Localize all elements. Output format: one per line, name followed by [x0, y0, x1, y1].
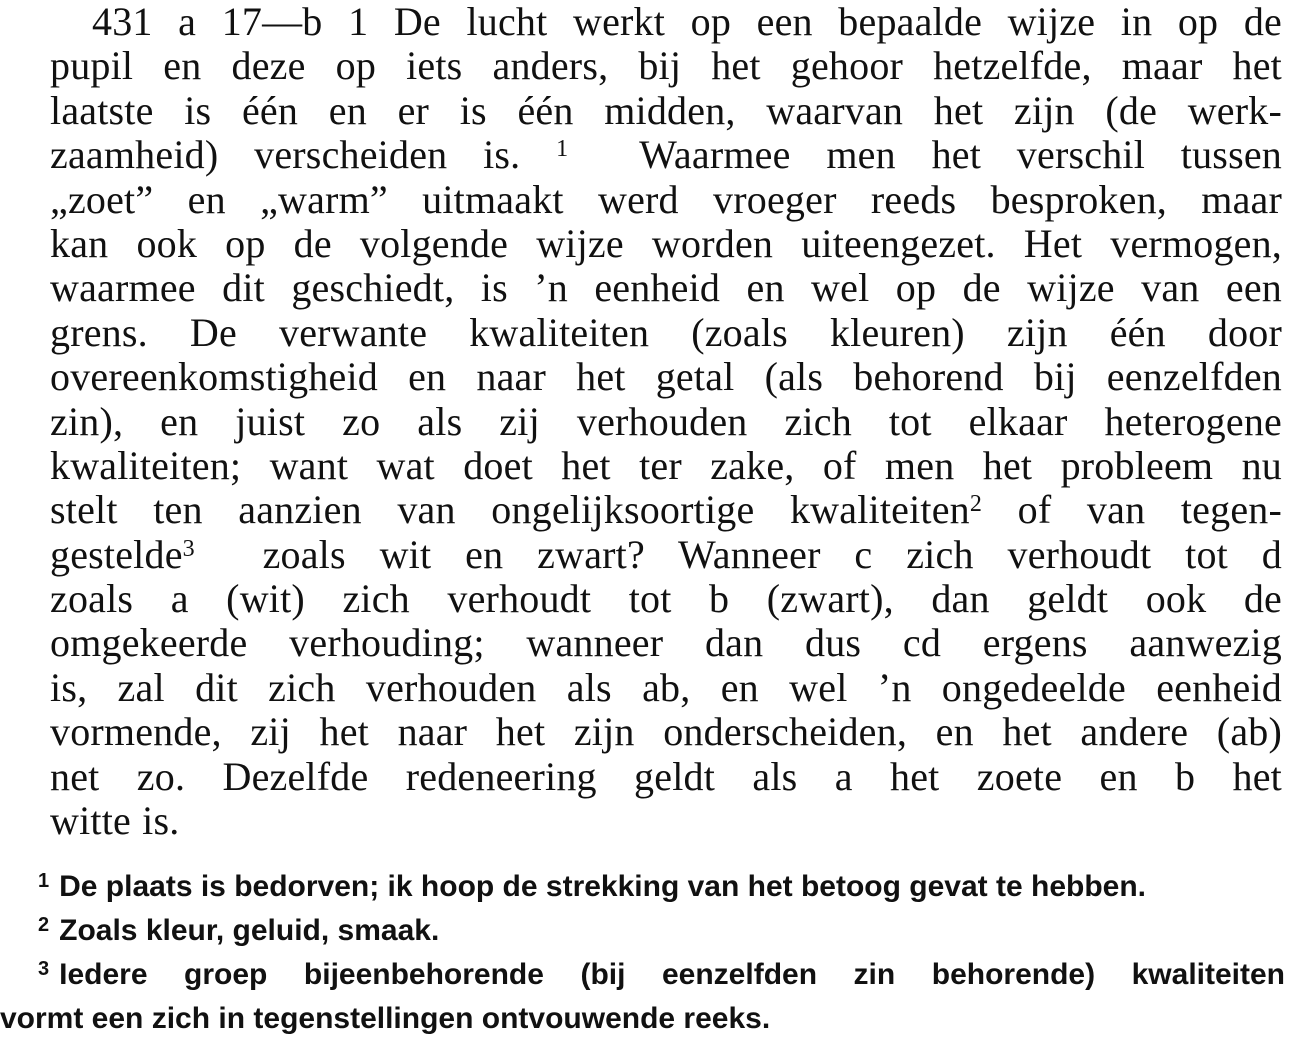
text-line: kwaliteiten; want wat doet het ter zake, of men het probleem nu: [50, 443, 1282, 488]
text-segment: gestelde: [50, 532, 183, 577]
footnote-number: 1: [38, 870, 50, 892]
footnote-text: De plaats is bedorven; ik hoop de strekking van het betoog gevat te hebben.: [59, 870, 1147, 903]
text-line: omgekeerde verhouding; wanneer dan dus cd ergens aanwezig: [50, 621, 1282, 666]
text-segment: Waarmee men het verschil tussen: [639, 133, 1282, 178]
text-line: zin), en juist zo als zij verhouden zich tot elkaar heterogene: [50, 399, 1282, 444]
footnote-text: Zoals kleur, geluid, smaak.: [59, 914, 440, 947]
text-line: waarmee dit geschiedt, is ’n eenheid en wel op de wijze van een: [50, 266, 1282, 311]
footnote-1: [0, 865, 1285, 909]
text-line: „zoet” en „warm” uitmaakt werd vroeger reeds besproken, maar: [50, 177, 1282, 222]
text-line: [50, 133, 1282, 177]
main-text-block: [50, 0, 1282, 843]
text-line: grens. De verwante kwaliteiten (zoals kleuren) zijn één door: [50, 310, 1282, 355]
text-line: kan ook op de volgende wijze worden uiteengezet. Het vermogen,: [50, 221, 1282, 266]
text-line: laatste is één en er is één midden, waarvan het zijn (de werk-: [50, 88, 1282, 133]
text-line: net zo. Dezelfde redeneering geldt als a het zoete en b het: [50, 754, 1282, 799]
text-line: pupil en deze op iets anders, bij het gehoor hetzelfde, maar het: [50, 44, 1282, 89]
text-segment: stelt ten aanzien van ongelijksoortige kwaliteiten: [50, 488, 970, 533]
text-segment: zaamheid) verscheiden is.: [50, 133, 521, 178]
footnote-ref-1: 1: [556, 136, 569, 163]
footnote-3: [0, 953, 1285, 997]
footnote-ref-2: 2: [969, 491, 983, 518]
text-line: 431 a 17—b 1 De lucht werkt op een bepaalde wijze in op de: [92, 0, 1282, 44]
text-line: is, zal dit zich verhouden als ab, en wel ’n ongedeelde eenheid: [50, 665, 1282, 710]
text-line: overeenkomstigheid en naar het getal (als behorend bij eenzelfden: [50, 355, 1282, 400]
footnote-3-continuation: vormt een zich in tegenstellingen ontvouwende reeks.: [0, 1002, 771, 1035]
footnote-ref-3: 3: [182, 535, 195, 562]
text-line: zoals a (wit) zich verhoudt tot b (zwart), dan geldt ook de: [50, 577, 1282, 622]
footnotes-block: [0, 865, 1285, 1041]
footnote-number: 3: [38, 958, 50, 980]
text-segment: zoals wit en zwart? Wanneer c zich verhoudt tot d: [262, 532, 1282, 577]
text-line: witte is.: [50, 799, 180, 844]
footnote-number: 2: [38, 914, 50, 936]
text-line: [50, 533, 1282, 577]
text-line: vormende, zij het naar het zijn onderscheiden, en het andere (ab): [50, 710, 1282, 755]
footnote-text: Iedere groep bijeenbehorende (bij eenzelfden zin behorende) kwaliteiten: [59, 958, 1285, 991]
text-line: [50, 488, 1282, 532]
footnote-2: [0, 909, 1285, 953]
text-segment: of van tegen-: [1017, 488, 1282, 533]
